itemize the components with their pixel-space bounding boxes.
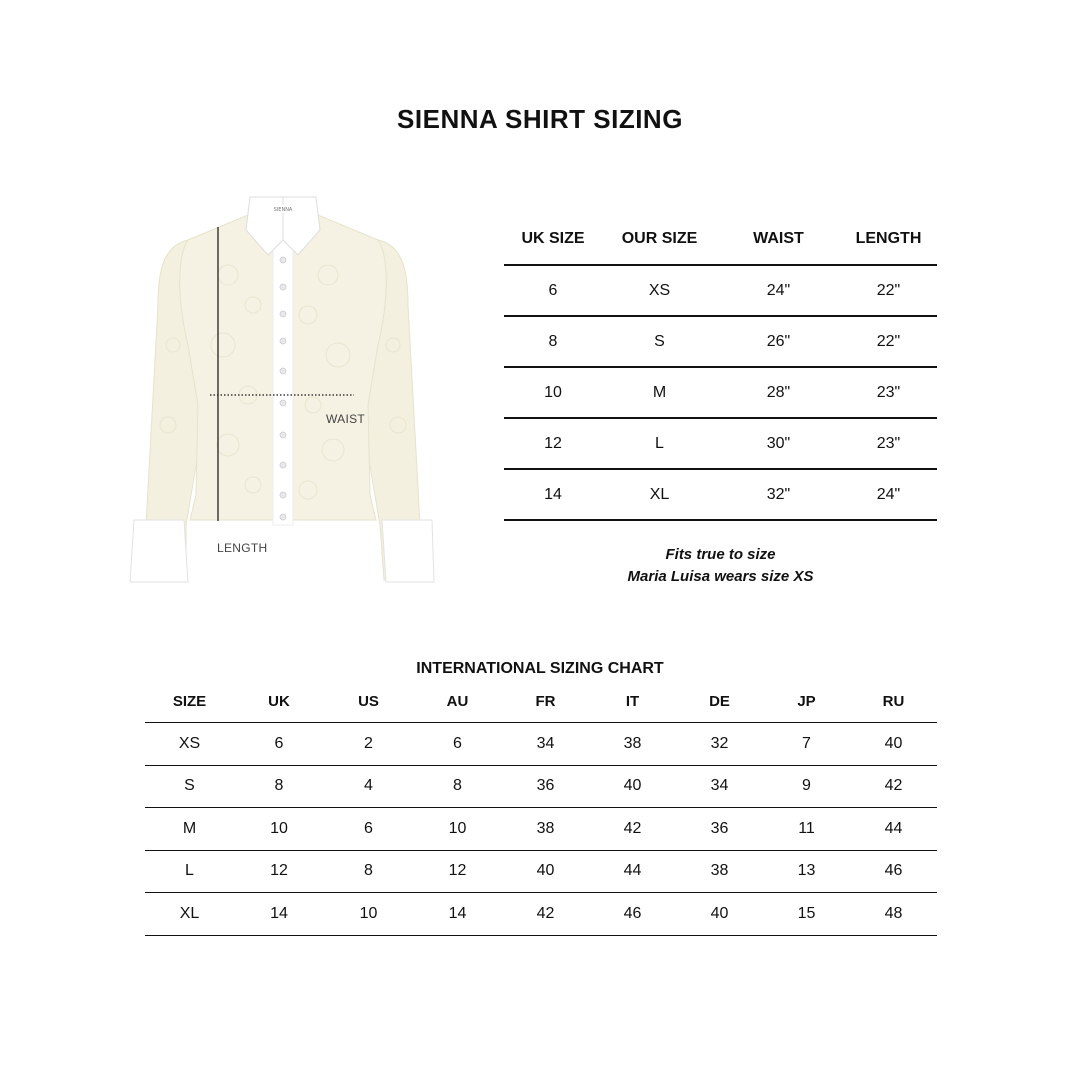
fit-note-line2: Maria Luisa wears size XS (627, 568, 814, 585)
cell-jp: 15 (797, 904, 816, 922)
size-table-header (504, 214, 937, 266)
cell-us: 10 (359, 904, 378, 922)
international-table-header (145, 681, 937, 723)
cell-de: 34 (710, 777, 729, 795)
cell-fr: 42 (536, 904, 555, 922)
cell-ru: 42 (884, 777, 903, 795)
cell-waist: 26" (766, 332, 791, 350)
cell-au: 6 (453, 734, 462, 752)
table-row (504, 470, 937, 521)
cell-uk-size: 6 (548, 281, 558, 299)
cell-us: 8 (364, 862, 373, 880)
table-row (504, 419, 937, 470)
header-ru: RU (882, 693, 905, 710)
cell-size: XS (178, 734, 201, 752)
cell-uk-size: 8 (548, 332, 558, 350)
cell-ru: 46 (884, 862, 903, 880)
header-our-size: OUR SIZE (621, 230, 698, 247)
waist-label: WAIST (326, 412, 366, 426)
cell-us: 2 (364, 734, 373, 752)
header-de: DE (709, 693, 730, 710)
cell-uk: 12 (270, 862, 288, 880)
cell-it: 38 (623, 734, 642, 752)
cell-our-size: XS (648, 281, 671, 299)
cell-size: M (182, 819, 197, 837)
header-us: US (358, 693, 379, 710)
cell-uk-size: 12 (544, 434, 562, 452)
cell-size: L (185, 862, 194, 880)
cell-fr: 34 (536, 734, 555, 752)
cell-uk: 6 (274, 734, 284, 752)
table-row (145, 808, 937, 851)
header-au: AU (446, 693, 469, 710)
table-row (145, 893, 937, 936)
table-row (504, 368, 937, 419)
fit-note (504, 544, 937, 588)
table-row (145, 851, 937, 894)
cell-au: 14 (448, 904, 467, 922)
cell-waist: 28" (766, 383, 791, 401)
international-sizing-table (145, 681, 937, 936)
cell-de: 40 (710, 904, 729, 922)
header-it: IT (625, 693, 640, 710)
length-label: LENGTH (217, 541, 268, 555)
header-fr: FR (535, 693, 556, 710)
size-table (504, 214, 937, 521)
table-row (504, 266, 937, 317)
cell-jp: 9 (802, 777, 811, 795)
cell-it: 42 (623, 819, 642, 837)
international-chart-title: INTERNATIONAL SIZING CHART (416, 660, 664, 677)
cell-de: 32 (710, 734, 729, 752)
cell-uk-size: 10 (544, 383, 562, 401)
table-row (504, 317, 937, 368)
cell-au: 8 (453, 777, 462, 795)
cell-our-size: XL (649, 485, 670, 503)
cell-ru: 48 (884, 904, 903, 922)
header-jp: JP (797, 693, 816, 710)
cell-it: 40 (623, 777, 642, 795)
cell-our-size: S (654, 332, 665, 350)
cell-us: 4 (364, 777, 373, 795)
cell-our-size: L (655, 434, 664, 452)
cell-fr: 36 (536, 777, 555, 795)
cell-waist: 24" (766, 281, 791, 299)
cell-us: 6 (364, 819, 373, 837)
svg-text:SIENNA: SIENNA (273, 207, 293, 213)
cell-size: S (184, 777, 195, 795)
cell-length: 24" (876, 485, 901, 503)
header-size: SIZE (172, 693, 207, 710)
cell-fr: 40 (536, 862, 555, 880)
cell-it: 46 (623, 904, 642, 922)
cell-uk: 14 (270, 904, 288, 922)
cell-fr: 38 (536, 819, 555, 837)
cell-jp: 13 (797, 862, 816, 880)
cell-de: 38 (710, 862, 729, 880)
cell-waist: 30" (766, 434, 791, 452)
table-row (145, 766, 937, 809)
header-waist: WAIST (753, 230, 804, 247)
header-length: LENGTH (855, 230, 922, 247)
header-uk: UK (268, 693, 290, 710)
cell-ru: 44 (884, 819, 903, 837)
cell-au: 10 (448, 819, 467, 837)
cell-au: 12 (448, 862, 467, 880)
shirt-image (128, 195, 438, 590)
cell-ru: 40 (884, 734, 903, 752)
cell-it: 44 (623, 862, 642, 880)
cell-size: XL (179, 904, 200, 922)
table-row (145, 723, 937, 766)
cell-length: 22" (876, 281, 901, 299)
fit-note-line1: Fits true to size (665, 546, 776, 563)
cell-uk: 10 (270, 819, 288, 837)
cell-length: 22" (876, 332, 901, 350)
cell-jp: 7 (802, 734, 811, 752)
cell-jp: 11 (798, 819, 815, 837)
page-title: SIENNA SHIRT SIZING (397, 104, 683, 134)
cell-length: 23" (876, 383, 901, 401)
shirt-illustration (128, 195, 438, 590)
cell-de: 36 (710, 819, 729, 837)
cell-uk-size: 14 (544, 485, 562, 503)
cell-our-size: M (652, 383, 667, 401)
cell-uk: 8 (274, 777, 284, 795)
cell-waist: 32" (766, 485, 791, 503)
cell-length: 23" (876, 434, 901, 452)
header-uk-size: UK SIZE (521, 230, 585, 247)
